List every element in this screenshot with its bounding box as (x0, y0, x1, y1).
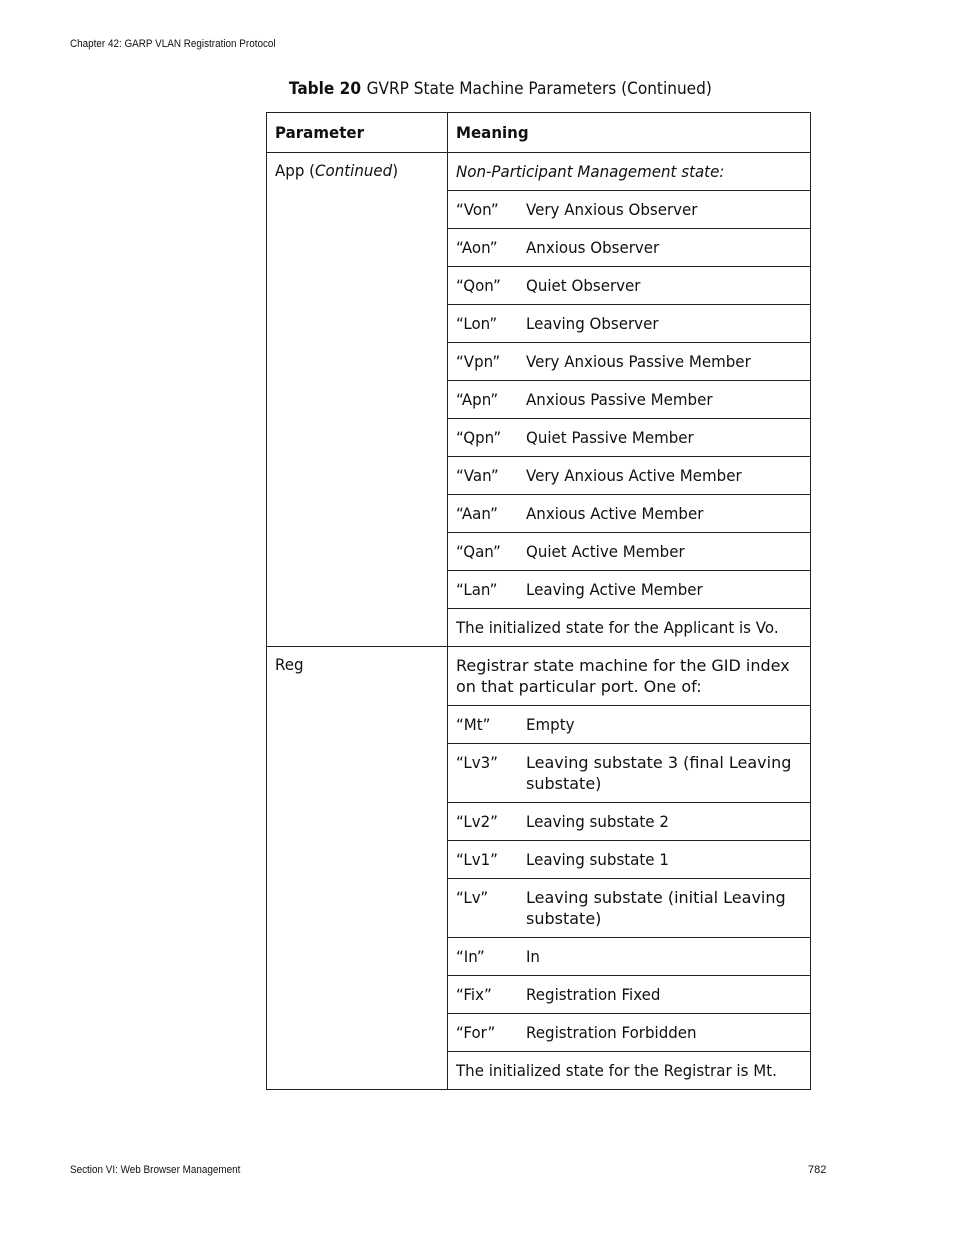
state-desc: Leaving substate 3 (final Leaving substate) (526, 753, 792, 793)
state-code: “Lan” (456, 580, 498, 599)
state-code: “Vpn” (456, 352, 501, 371)
state-code: “Qpn” (456, 428, 502, 447)
state-desc: Quiet Passive Member (526, 428, 694, 447)
state-code: “Aon” (456, 238, 498, 257)
table-caption (0, 79, 954, 98)
state-code: “Lv1” (456, 850, 498, 869)
state-desc: Leaving substate 2 (526, 812, 669, 831)
page-number: 782 (808, 1164, 827, 1176)
state-desc: Very Anxious Passive Member (526, 352, 751, 371)
parameter-app: App (Continued) (267, 153, 448, 647)
gvrp-parameters-table (266, 112, 811, 1090)
state-desc: Leaving substate 1 (526, 850, 669, 869)
app-closing: The initialized state for the Applicant is Vo. (448, 609, 811, 647)
state-desc: Very Anxious Active Member (526, 466, 742, 485)
state-code: “In” (456, 947, 485, 966)
footer-section: Section VI: Web Browser Management (70, 1164, 241, 1176)
state-desc: Very Anxious Observer (526, 200, 698, 219)
reg-closing: The initialized state for the Registrar is Mt. (448, 1052, 811, 1090)
state-desc: Leaving Observer (526, 314, 659, 333)
table-title: GVRP State Machine Parameters (Continued) (366, 79, 712, 98)
state-code: “Apn” (456, 390, 499, 409)
state-desc: Leaving Active Member (526, 580, 703, 599)
header-parameter: Parameter (267, 113, 448, 153)
state-code: “Fix” (456, 985, 492, 1004)
state-code: “Qan” (456, 542, 501, 561)
table-header-row (267, 113, 811, 153)
state-code: “Von” (456, 200, 499, 219)
state-desc: Empty (526, 715, 575, 734)
state-code: “Qon” (456, 276, 501, 295)
state-code: “Lv” (456, 888, 489, 907)
state-desc: Registration Forbidden (526, 1023, 697, 1042)
state-desc: Anxious Observer (526, 238, 660, 257)
state-code: “Lv2” (456, 812, 498, 831)
state-code: “Lv3” (456, 753, 498, 772)
state-desc: Quiet Observer (526, 276, 641, 295)
running-head: Chapter 42: GARP VLAN Registration Protocol (70, 38, 276, 50)
state-code: “Lon” (456, 314, 498, 333)
reg-intro: Registrar state machine for the GID index on that particular port. One of: (448, 647, 811, 706)
state-code: “Aan” (456, 504, 498, 523)
app-intro: Non-Participant Management state: (448, 153, 811, 191)
state-desc: Anxious Passive Member (526, 390, 713, 409)
table-row (267, 153, 811, 191)
parameter-reg: Reg (267, 647, 448, 1090)
state-desc: Quiet Active Member (526, 542, 685, 561)
state-desc: Registration Fixed (526, 985, 661, 1004)
state-desc: Leaving substate (initial Leaving substate) (526, 888, 786, 928)
state-code: “Van” (456, 466, 499, 485)
table-row (267, 647, 811, 706)
state-code: “For” (456, 1023, 496, 1042)
state-desc: Anxious Active Member (526, 504, 704, 523)
state-code: “Mt” (456, 715, 491, 734)
table-number: Table 20 (288, 79, 362, 98)
header-meaning: Meaning (448, 113, 811, 153)
state-desc: In (526, 947, 540, 966)
